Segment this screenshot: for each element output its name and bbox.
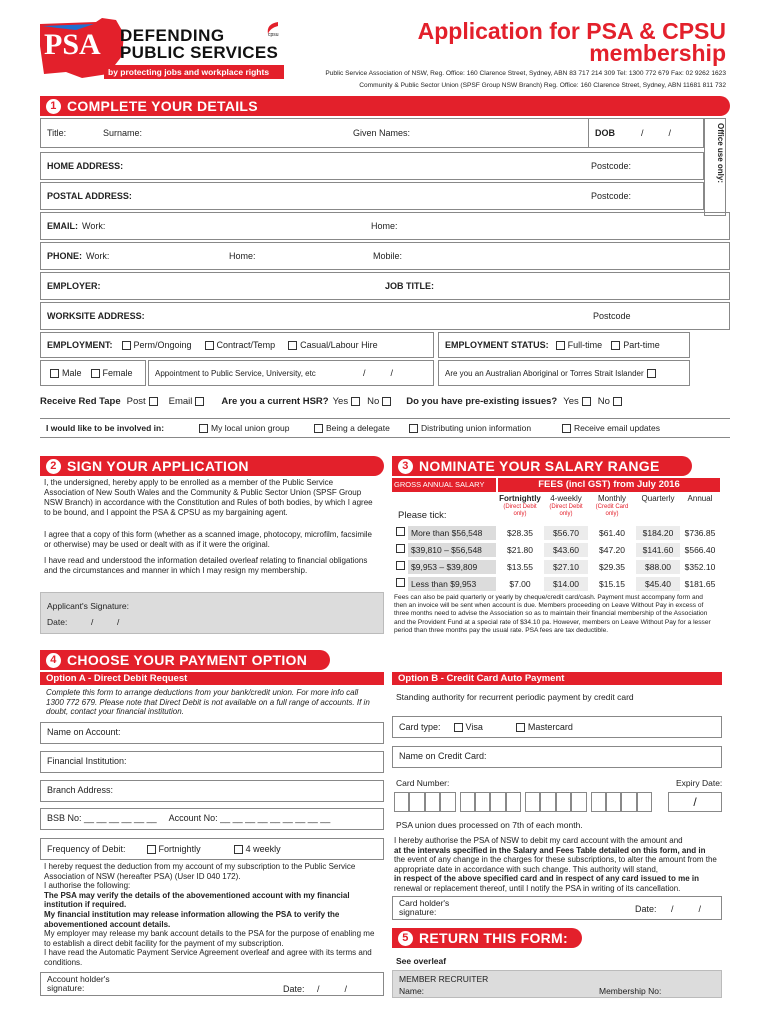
options-row [40, 392, 730, 410]
email-updates-checkbox[interactable] [562, 424, 571, 433]
cardholder-signature-label: Card holder's signature: [399, 898, 450, 917]
home-address-row[interactable] [40, 152, 704, 180]
fee-col-header: Quarterly [641, 494, 675, 503]
card-digit-box[interactable] [606, 792, 621, 812]
card-digit-box[interactable] [425, 792, 440, 812]
name-on-card-field[interactable] [392, 746, 722, 768]
fee-cell: $141.60 [636, 543, 680, 557]
phone-work-label: Work: [86, 251, 110, 261]
home-address-label: HOME ADDRESS: [47, 161, 124, 171]
card-digit-box[interactable] [460, 792, 475, 812]
sign-para3: I have read and understood the information detailed overleaf relating to financial obligations and the circumstances and manner in which I may resign my membership. [44, 556, 368, 575]
email-row[interactable] [40, 212, 730, 240]
card-digit-box[interactable] [440, 792, 455, 812]
card-digit-box[interactable] [571, 792, 586, 812]
fortnightly-label: Fortnightly [158, 844, 201, 854]
dd-para3 [44, 891, 378, 910]
red-tape-label: Receive Red Tape [40, 395, 121, 407]
applicant-signature-label: Applicant's Signature: [47, 601, 129, 611]
distributing-checkbox[interactable] [409, 424, 418, 433]
frequency-field [40, 838, 384, 860]
section3-number: 3 [398, 459, 413, 474]
fee-cell: $27.10 [544, 560, 588, 574]
fee-col-header: Monthly [597, 494, 626, 503]
bsb-account-field[interactable] [40, 808, 384, 830]
phone-label: PHONE: [47, 251, 83, 261]
fee-cell: $13.55 [507, 562, 533, 572]
postal-address-row[interactable] [40, 182, 704, 210]
expiry-field[interactable] [668, 792, 722, 812]
female-checkbox[interactable] [91, 369, 100, 378]
worksite-postcode-label: Postcode [593, 311, 631, 321]
section1-title: COMPLETE YOUR DETAILS [67, 98, 258, 114]
financial-institution-label: Financial Institution: [47, 756, 127, 766]
home-postcode-label: Postcode: [591, 161, 632, 171]
hsr-no-label: No [367, 395, 380, 407]
section4-title: CHOOSE YOUR PAYMENT OPTION [67, 652, 308, 668]
fee-col-note: (Direct Debit only) [549, 504, 583, 517]
logo-line2: PUBLIC SERVICES [120, 43, 279, 62]
see-overleaf: See overleaf [396, 956, 447, 966]
contract-label: Contract/Temp [216, 340, 276, 350]
fee-col-header: 4-weekly [550, 494, 582, 503]
perm-checkbox[interactable] [122, 341, 131, 350]
cardholder-date-label: Date: [635, 904, 657, 914]
worksite-row[interactable] [40, 302, 730, 330]
contract-checkbox[interactable] [205, 341, 214, 350]
fee-cell: $352.10 [684, 562, 716, 572]
employer-row[interactable] [40, 272, 730, 300]
fee-cell: $29.35 [599, 562, 625, 572]
fee-row[interactable] [392, 526, 722, 540]
hsr-yes-label: Yes [332, 395, 349, 407]
fee-row[interactable] [392, 560, 722, 574]
salary-range-checkbox[interactable] [396, 561, 405, 570]
fee-cell: $88.00 [636, 560, 680, 574]
email-option-checkbox[interactable] [195, 397, 204, 406]
salary-range-checkbox[interactable] [396, 578, 405, 587]
involved-row [40, 418, 730, 438]
fee-cell: $47.20 [599, 545, 625, 555]
employer-label: EMPLOYER: [47, 281, 101, 291]
logo-tagline: by protecting jobs and workplace rights [104, 65, 284, 79]
appointment-label: Appointment to Public Service, University, etc [155, 368, 316, 378]
section1-header [40, 96, 730, 116]
membership-no-label: Membership No: [599, 986, 662, 996]
fees-header: FEES (incl GST) from July 2016 [498, 478, 720, 492]
financial-institution-field[interactable] [40, 751, 384, 773]
dd-para5: My employer may release my bank account details to the PSA for the purpose of enabling me to establish a direct debit facility for the payment of my subscription. [44, 929, 375, 948]
fulltime-checkbox[interactable] [556, 341, 565, 350]
processed-note: PSA union dues processed on 7th of each month. [396, 820, 583, 830]
aboriginal-row [438, 360, 690, 386]
card-digit-box[interactable] [637, 792, 652, 812]
appointment-separators: / / [363, 368, 394, 378]
card-digit-box[interactable] [525, 792, 540, 812]
fees-note: Fees can also be paid quarterly or yearly by cheque/credit card/cash. Payment must accompany form and then an invoice will be sent when account is due. Members proceeding on Leave Without Pay in excess of three months need to advise the Association so as to maintain their financial membership of the Association and the Provident Fund at a special rate of $34.10 pa. However, members on Leave Without Pay for a lesser period than three months pay the usual rate. PSA fees are tax deductible. [394, 594, 711, 634]
fee-cell: $566.40 [684, 545, 716, 555]
local-group-label: My local union group [211, 423, 290, 433]
casual-checkbox[interactable] [288, 341, 297, 350]
fee-col-note: (Direct Debit only) [503, 504, 537, 517]
hsr-label: Are you a current HSR? [221, 395, 329, 407]
cc-line4-text: in respect of the above specified card and in respect of any card issued to me in [394, 874, 699, 884]
gender-row [40, 360, 146, 386]
card-digit-box[interactable] [556, 792, 571, 812]
fee-cell: $43.60 [544, 543, 588, 557]
dd-terms [44, 862, 378, 968]
aboriginal-label: Are you an Australian Aboriginal or Torres Strait Islander [445, 368, 644, 378]
fee-col-header: Fortnightly [499, 494, 541, 503]
option-b-header: Option B - Credit Card Auto Payment [392, 672, 722, 685]
salary-range-checkbox[interactable] [396, 527, 405, 536]
option-a-header: Option A - Direct Debit Request [40, 672, 384, 685]
mobile-label: Mobile: [373, 251, 403, 261]
name-on-account-field[interactable] [40, 722, 384, 744]
employment-row [40, 332, 434, 358]
dob-label: DOB [595, 128, 615, 138]
cpsu-text: cpsu [268, 32, 279, 38]
postal-postcode-label: Postcode: [591, 191, 632, 201]
account-holder-signature-field[interactable] [40, 972, 384, 996]
card-digit-box[interactable] [394, 792, 409, 812]
distributing-label: Distributing union information [421, 423, 532, 433]
section5-title: RETURN THIS FORM: [419, 930, 568, 946]
option-b-text: Standing authority for recurrent periodic payment by credit card [396, 692, 634, 702]
phone-home-label: Home: [229, 251, 256, 261]
parttime-label: Part-time [623, 340, 660, 350]
card-digit-box[interactable] [475, 792, 490, 812]
phone-row[interactable] [40, 242, 730, 270]
dd-para2: I authorise the following: [44, 881, 131, 891]
section2-header [40, 456, 384, 476]
salary-range-label: $39,810 – $56,548 [408, 543, 496, 557]
perm-label: Perm/Ongoing [133, 340, 192, 350]
email-work-label: Work: [82, 221, 106, 231]
office-use-label: Office use only: [716, 123, 725, 184]
fee-cell: $15.15 [599, 579, 625, 589]
given-names-label[interactable]: Given Names: [353, 128, 411, 138]
cc-line5: renewal or replacement thereof, until I notify the PSA in writing of its cancellation. [394, 883, 681, 893]
card-type-label: Card type: [399, 722, 441, 732]
dd-para4-text: My financial institution may release information allowing the PSA to verify the abovementioned account details. [44, 909, 340, 929]
dd-para1: I hereby request the deduction from my account of my subscription to the Public Service Association of NSW (hereafter PSA) (User ID 040 172). [44, 862, 356, 881]
visa-checkbox[interactable] [454, 723, 463, 732]
appointment-row[interactable] [148, 360, 434, 386]
mastercard-checkbox[interactable] [516, 723, 525, 732]
visa-label: Visa [465, 722, 483, 732]
preexisting-yes-checkbox[interactable] [582, 397, 591, 406]
cpsu-logo [264, 20, 282, 38]
fee-cell: $184.20 [636, 526, 680, 540]
local-group-checkbox[interactable] [199, 424, 208, 433]
title-label: Title: [47, 128, 67, 138]
parttime-checkbox[interactable] [611, 341, 620, 350]
preexisting-no-label: No [597, 395, 610, 407]
email-label: EMAIL: [47, 221, 78, 231]
male-label: Male [62, 368, 82, 378]
section3-header [392, 456, 692, 476]
preexisting-yes-label: Yes [563, 395, 579, 407]
card-digit-box[interactable] [591, 792, 606, 812]
account-holder-date-label: Date: [283, 984, 305, 994]
fee-cell: $736.85 [684, 528, 716, 538]
male-checkbox[interactable] [50, 369, 59, 378]
fee-cell: $181.65 [684, 579, 716, 589]
gross-salary-header: GROSS ANNUAL SALARY [392, 478, 496, 492]
section2-number: 2 [46, 459, 61, 474]
hsr-yes-checkbox[interactable] [351, 397, 360, 406]
worksite-label: WORKSITE ADDRESS: [47, 311, 145, 321]
sign-para2: I agree that a copy of this form (whether as a scanned image, photocopy, microfilm, facsimile or otherwise) may be used or dealt with as if it were the original. [44, 530, 372, 549]
please-tick-label: Please tick: [398, 510, 447, 521]
dob-separators: / / [641, 128, 672, 138]
dob-cell[interactable] [588, 118, 704, 148]
fee-row[interactable] [392, 577, 722, 591]
card-digit-box[interactable] [490, 792, 505, 812]
aboriginal-checkbox[interactable] [647, 369, 656, 378]
fourweekly-checkbox[interactable] [234, 845, 243, 854]
name-on-card-label: Name on Credit Card: [399, 751, 487, 761]
card-number-boxes[interactable] [394, 792, 656, 812]
section1-number: 1 [46, 99, 61, 114]
member-recruiter-box[interactable] [392, 970, 722, 998]
name-on-account-label: Name on Account: [47, 727, 121, 737]
postal-address-label: POSTAL ADDRESS: [47, 191, 132, 201]
section4-header [40, 650, 330, 670]
fee-row[interactable] [392, 543, 722, 557]
section4-number: 4 [46, 653, 61, 668]
email-home-label: Home: [371, 221, 398, 231]
cardholder-signature-field[interactable] [392, 896, 722, 920]
fee-cell: $28.35 [507, 528, 533, 538]
form-title-line2: membership [589, 40, 726, 66]
involved-label: I would like to be involved in: [46, 423, 165, 433]
cc-line2 [394, 846, 722, 856]
card-digit-box[interactable] [540, 792, 555, 812]
fee-cell: $45.40 [636, 577, 680, 591]
cc-line2-text: at the intervals specified in the Salary and Fees Table detailed on this form, and in [394, 845, 706, 855]
applicant-date-label: Date: [47, 617, 68, 627]
fee-col-header: Annual [687, 494, 713, 503]
dd-para3-text: The PSA may verify the details of the abovementioned account with my financial institution if required. [44, 890, 350, 910]
post-label: Post [126, 395, 146, 407]
applicant-date-separators: / / [91, 617, 120, 627]
card-type-field [392, 716, 722, 738]
female-label: Female [102, 368, 133, 378]
dd-para4 [44, 910, 378, 929]
expiry-label: Expiry Date: [676, 778, 723, 788]
expiry-separator: / [693, 795, 697, 809]
cc-line3: the event of any change in the charges for these subscriptions, to alter the amount from the appropriate date in accordance with such change. This authority will stand, [394, 855, 717, 874]
fortnightly-checkbox[interactable] [147, 845, 156, 854]
account-holder-signature-label: Account holder's signature: [47, 974, 110, 993]
post-checkbox[interactable] [149, 397, 158, 406]
cpsu-address: Community & Public Sector Union (SPSF Group NSW Branch) Reg. Office: 160 Clarence Street, Sydney, ABN 11681 811 732 [359, 82, 726, 89]
employment-status-row [438, 332, 690, 358]
mastercard-label: Mastercard [527, 722, 573, 732]
psa-address: Public Service Association of NSW, Reg. Office: 160 Clarence Street, Sydney, ABN 83 717 214 309 Tel: 1300 772 679 Fax: 02 9262 1623 [325, 70, 726, 77]
preexisting-no-checkbox[interactable] [613, 397, 622, 406]
sign-para1: I, the undersigned, hereby apply to be enrolled as a member of the Public Service Association of New South Wales and the Community & Public Sector Union (SPSF Group NSW Branch) in accordance with the Constitution and Rules of both bodies, by which I agree to be bound, and I appoint the PSA & CPSU as my bargaining agent. [44, 478, 373, 517]
card-digit-box[interactable] [621, 792, 636, 812]
card-digit-box[interactable] [506, 792, 521, 812]
cardholder-date-separators: / / [671, 904, 702, 914]
fee-cell: $14.00 [544, 577, 588, 591]
branch-address-label: Branch Address: [47, 785, 114, 795]
cc-line1: I hereby authorise the PSA of NSW to debit my card account with the amount and [394, 836, 683, 845]
surname-label[interactable]: Surname: [103, 128, 143, 138]
branch-address-field[interactable] [40, 780, 384, 802]
cc-line4 [394, 874, 722, 884]
delegate-checkbox[interactable] [314, 424, 323, 433]
preexisting-label: Do you have pre-existing issues? [406, 395, 558, 407]
hsr-no-checkbox[interactable] [382, 397, 391, 406]
bsb-label: BSB No: __ __ __ __ __ __ [47, 813, 157, 823]
salary-range-label: Less than $9,953 [408, 577, 496, 591]
employment-label: EMPLOYMENT: [47, 340, 113, 350]
frequency-label: Frequency of Debit: [47, 844, 126, 854]
job-title-label: JOB TITLE: [385, 281, 434, 291]
card-number-label: Card Number: [396, 778, 450, 788]
email-updates-label: Receive email updates [574, 423, 660, 433]
applicant-signature-box[interactable] [40, 592, 384, 634]
fee-cell: $7.00 [509, 579, 531, 589]
psa-logo-text: PSA [44, 28, 101, 61]
account-no-label: Account No: __ __ __ __ __ __ __ __ __ [168, 813, 331, 823]
dd-para6: I have read the Automatic Payment Service Agreement overleaf and agree with its terms and conditions. [44, 948, 372, 967]
delegate-label: Being a delegate [326, 423, 390, 433]
salary-range-label: More than $56,548 [408, 526, 496, 540]
account-holder-date-separators: / / [317, 984, 348, 994]
card-digit-box[interactable] [409, 792, 424, 812]
casual-label: Casual/Labour Hire [300, 340, 378, 350]
fourweekly-label: 4 weekly [245, 844, 281, 854]
fee-col-note: (Credit Card only) [595, 504, 629, 517]
recruiter-label: MEMBER RECRUITER [399, 974, 489, 984]
salary-range-checkbox[interactable] [396, 544, 405, 553]
fulltime-label: Full-time [567, 340, 603, 350]
section5-header [392, 928, 582, 948]
recruiter-name-label: Name: [399, 986, 425, 996]
email-option-label: Email [168, 395, 193, 407]
cc-terms [394, 836, 722, 894]
section5-number: 5 [398, 931, 413, 946]
employment-status-label: EMPLOYMENT STATUS: [445, 340, 549, 350]
logo [36, 16, 282, 84]
fee-cell: $61.40 [599, 528, 625, 538]
logo-line1: DEFENDING [120, 26, 225, 45]
fee-cell: $21.80 [507, 545, 533, 555]
office-use-strip [704, 118, 726, 216]
fee-cell: $56.70 [544, 526, 588, 540]
option-a-text: Complete this form to arrange deductions from your bank/credit union. For more info call 1300 772 679. Please note that Direct Debit is not available on a full range of accounts. If in doubt, contact your financial institution. [46, 688, 370, 716]
section3-title: NOMINATE YOUR SALARY RANGE [419, 458, 660, 474]
salary-range-label: $9,953 – $39,809 [408, 560, 496, 574]
section2-title: SIGN YOUR APPLICATION [67, 458, 249, 474]
form-title-line1: Application for PSA & CPSU [417, 18, 726, 44]
